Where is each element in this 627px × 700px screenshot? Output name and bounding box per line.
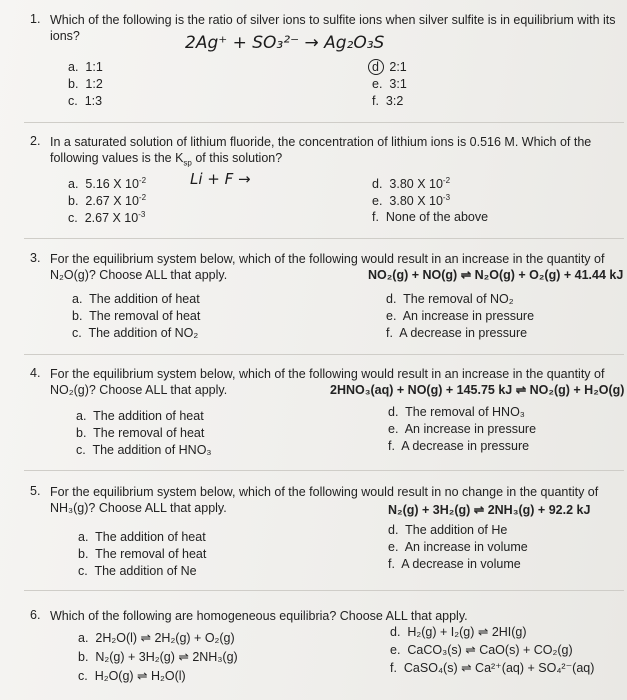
option-c[interactable]: c. The addition of Ne (78, 564, 197, 578)
divider (24, 590, 624, 591)
option-d[interactable]: d. The removal of NO₂ (386, 292, 514, 306)
option-b[interactable]: b. The removal of heat (78, 547, 207, 561)
question-text: In a saturated solution of lithium fluoride, the concentration of lithium ions is 0.516 M. Which of the following values is the $K_{sp}$ of this solution? (50, 135, 592, 168)
option-d[interactable]: d. H₂(g) + I₂(g) ⇌ 2HI(g) (390, 625, 527, 639)
option-a[interactable]: a. 2H₂O(l) ⇌ 2H₂(g) + O₂(g) (78, 631, 235, 645)
divider (24, 470, 624, 471)
option-b[interactable]: b. The removal of heat (76, 426, 205, 440)
option-b[interactable]: b. N₂(g) + 3H₂(g) ⇌ 2NH₃(g) (78, 650, 238, 664)
option-f[interactable]: f. 3:2 (372, 94, 404, 108)
divider (24, 354, 624, 355)
option-a[interactable]: a. The addition of heat (78, 530, 206, 544)
option-a[interactable]: a. 1:1 (68, 60, 103, 74)
question-text: Which of the following is the ratio of silver ions to sulfite ions when silver sulfite is in equilibrium with its ions? (50, 13, 616, 43)
option-f[interactable]: f. A decrease in pressure (388, 439, 530, 453)
option-e[interactable]: e. 3:1 (372, 77, 407, 91)
option-e[interactable]: e. An increase in pressure (388, 422, 537, 436)
question-text: For the equilibrium system below, which of the following would result in an increase in the quantity of N₂O(g)? Choose ALL that apply. (50, 252, 605, 282)
handwritten-note: 2Ag⁺ + SO₃²⁻ → Ag₂O₃S (185, 33, 385, 53)
question-text: For the equilibrium system below, which of the following would result in an increase in the quantity of NO₂(g)? Choose ALL that apply. (50, 367, 605, 397)
option-c[interactable]: c. 2.67 X $10^{-3}$ (68, 210, 146, 226)
handwritten-note: Li + F → (190, 170, 251, 188)
question-text: For the equilibrium system below, which of the following would result in no change in the quantity of NH₃(g)? Choose ALL that apply. (50, 485, 599, 515)
divider (24, 122, 624, 123)
option-c[interactable]: c. The addition of HNO₃ (76, 443, 212, 457)
option-f[interactable]: f. A decrease in volume (388, 557, 521, 571)
option-e[interactable]: e. CaCO₃(s) ⇌ CaO(s) + CO₂(g) (390, 643, 573, 657)
question-number: 2. (30, 134, 41, 148)
option-d[interactable]: d. The removal of HNO₃ (388, 405, 525, 419)
question-number: 1. (30, 12, 41, 26)
option-d[interactable]: d. 3.80 X $10^{-2}$ (372, 176, 451, 192)
option-f[interactable]: f. A decrease in pressure (386, 326, 528, 340)
option-d[interactable]: d. The addition of He (388, 523, 508, 537)
question-number: 3. (30, 251, 41, 265)
option-a[interactable]: a. The addition of heat (72, 292, 200, 306)
question-number: 6. (30, 608, 41, 622)
question-number: 4. (30, 366, 41, 380)
question-text: Which of the following are homogeneous equilibria? Choose ALL that apply. (50, 609, 468, 623)
option-d[interactable]: d 2:1 (372, 60, 407, 74)
option-b[interactable]: b. 1:2 (68, 77, 103, 91)
divider (24, 238, 624, 239)
option-c[interactable]: c. H₂O(g) ⇌ H₂O(l) (78, 669, 186, 683)
option-f[interactable]: f. None of the above (372, 210, 489, 224)
equilibrium-equation: N₂(g) + 3H₂(g) ⇌ 2NH₃(g) + 92.2 kJ (388, 503, 591, 517)
option-c[interactable]: c. The addition of NO₂ (72, 326, 199, 340)
option-e[interactable]: e. 3.80 X $10^{-3}$ (372, 193, 451, 209)
option-b[interactable]: b. The removal of heat (72, 309, 201, 323)
equilibrium-equation: NO₂(g) + NO(g) ⇌ N₂O(g) + O₂(g) + 41.44 kJ (368, 268, 624, 282)
equilibrium-equation: 2HNO₃(aq) + NO(g) + 145.75 kJ ⇌ NO₂(g) + H₂O(g) (330, 383, 625, 397)
option-b[interactable]: b. 2.67 X $10^{-2}$ (68, 193, 147, 209)
option-e[interactable]: e. An increase in volume (388, 540, 528, 554)
question-number: 5. (30, 484, 41, 498)
option-a[interactable]: a. 5.16 X $10^{-2}$ (68, 176, 147, 192)
option-c[interactable]: c. 1:3 (68, 94, 103, 108)
option-e[interactable]: e. An increase in pressure (386, 309, 535, 323)
option-f[interactable]: f. CaSO₄(s) ⇌ Ca²⁺(aq) + SO₄²⁻(aq) (390, 661, 595, 675)
option-a[interactable]: a. The addition of heat (76, 409, 204, 423)
